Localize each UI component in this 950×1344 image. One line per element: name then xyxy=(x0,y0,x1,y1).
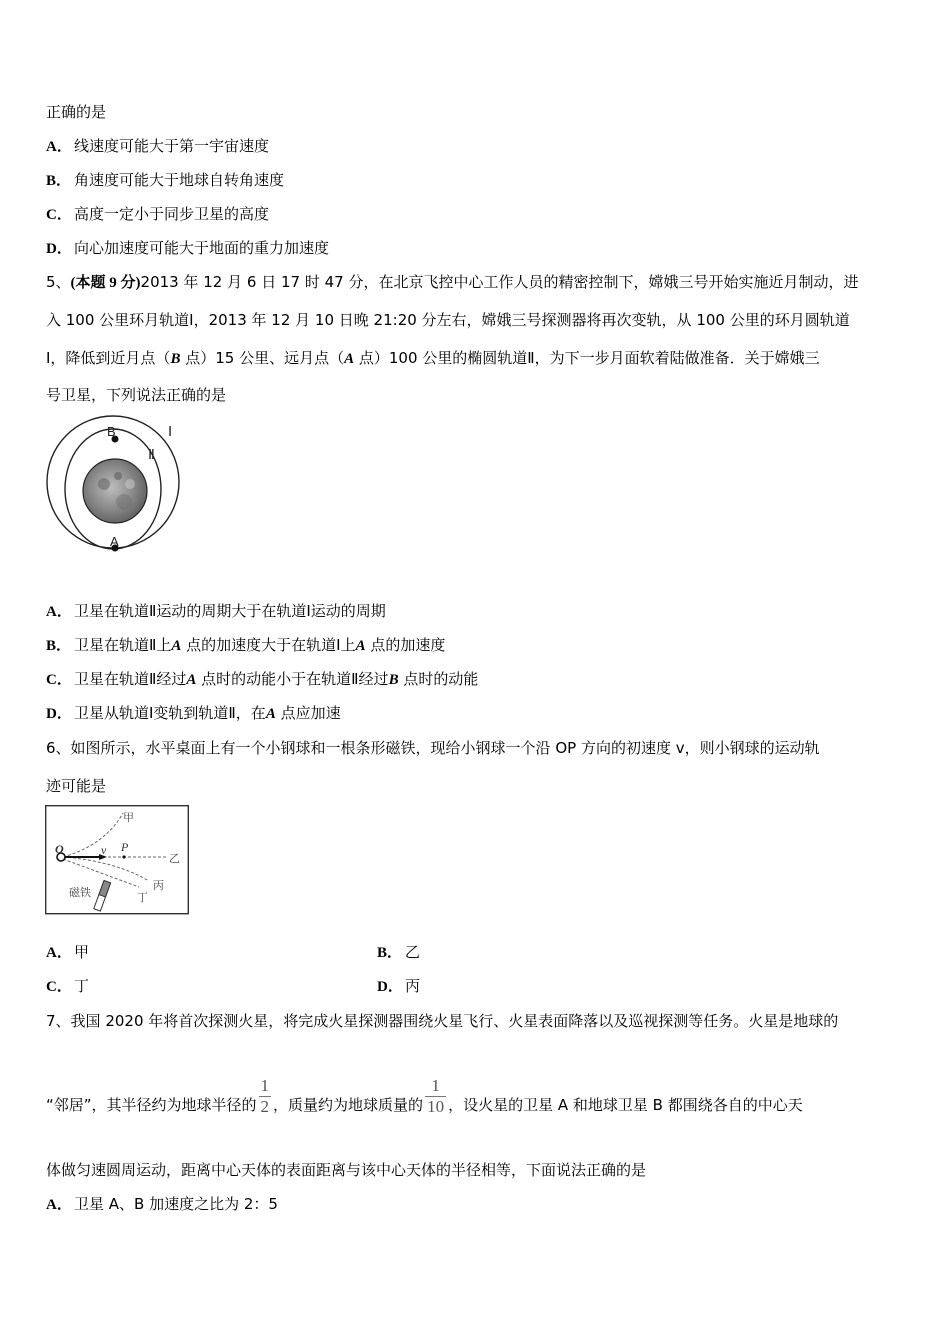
label-a: A xyxy=(110,534,119,549)
point-label: A xyxy=(355,638,366,654)
trajectory-diagram xyxy=(45,805,189,915)
option-text: 点的加速度 xyxy=(365,636,446,654)
moon-icon xyxy=(83,459,147,523)
option-text: 高度一定小于同步卫星的高度 xyxy=(74,205,270,223)
q5-option-b xyxy=(46,635,445,656)
q5-text: 2013 年 12 月 6 日 17 时 47 分，在北京飞控中心工作人员的精密控制下，嫦娥三号开始实施近月制动，进 xyxy=(140,273,859,291)
q6-option-b xyxy=(377,942,420,963)
label-orbit-1: Ⅰ xyxy=(168,425,173,440)
option-text: 点时的动能小于在轨道Ⅱ经过 xyxy=(196,670,389,688)
q4-option-c xyxy=(46,204,269,225)
label-ding: 丁 xyxy=(137,891,148,904)
q5-text: 点）15 公里、远月点（ xyxy=(180,349,345,367)
q7-line-3: 体做匀速圆周运动，距离中心天体的表面距离与该中心天体的半径相等，下面说法正确的是 xyxy=(46,1161,647,1179)
option-label: A． xyxy=(46,139,72,155)
option-label: C． xyxy=(46,207,72,223)
option-text: 丁 xyxy=(74,977,90,995)
q7-option-a xyxy=(46,1194,278,1215)
label-o: O xyxy=(55,842,64,856)
q6-text: 如图所示，水平桌面上有一个小钢球和一根条形磁铁，现给小钢球一个沿 OP 方向的初速度 v，则小钢球的运动轨 xyxy=(70,739,820,757)
point-label: A xyxy=(265,706,276,722)
option-text: 丙 xyxy=(405,977,421,995)
point-b-label: B xyxy=(170,351,181,367)
q7-text: ，质量约为地球质量的 xyxy=(273,1095,424,1114)
fraction-radius: $\frac{1}{2}$ xyxy=(260,1076,270,1116)
point-label: A xyxy=(171,638,182,654)
question-number: 6、 xyxy=(46,739,71,757)
q5-text: Ⅰ，降低到近月点（ xyxy=(46,349,171,367)
label-bing: 丙 xyxy=(153,879,164,892)
option-text: 角速度可能大于地球自转角速度 xyxy=(74,171,285,189)
label-orbit-2: Ⅱ xyxy=(148,448,155,463)
q5-line-3 xyxy=(46,348,820,369)
fraction-mass: $\frac{1}{10}$ xyxy=(427,1076,445,1116)
q5-line-2: 入 100 公里环月轨道Ⅰ，2013 年 12 月 10 日晚 21:20 分左右，嫦娥三号探测器将再次变轨，从 100 公里的环月圆轨道 xyxy=(46,311,850,329)
option-label: D． xyxy=(46,241,72,257)
q6-line-2: 迹可能是 xyxy=(46,777,107,795)
q7-text: 我国 2020 年将首次探测火星，将完成火星探测器围绕火星飞行、火星表面降落以及巡视探测等任务。火星是地球的 xyxy=(70,1012,839,1030)
lunar-orbit-figure xyxy=(44,414,186,554)
option-label: A． xyxy=(46,945,72,961)
q6-option-d xyxy=(377,976,420,997)
option-text: 甲 xyxy=(74,943,90,961)
option-text: 卫星在轨道Ⅱ运动的周期大于在轨道Ⅰ运动的周期 xyxy=(74,602,386,620)
option-label: B． xyxy=(46,638,72,654)
q5-line-4: 号卫星，下列说法正确的是 xyxy=(46,386,227,404)
orbit-diagram xyxy=(44,414,186,554)
option-text: 卫星在轨道Ⅱ经过 xyxy=(74,670,187,688)
option-label: C． xyxy=(46,672,72,688)
point-label: A xyxy=(186,672,197,688)
q5-option-d xyxy=(46,703,341,724)
q5-text: 点）100 公里的椭圆轨道Ⅱ，为下一步月面软着陆做准备．关于嫦娥三 xyxy=(354,349,820,367)
point-label: B xyxy=(388,672,399,688)
q5-option-c xyxy=(46,669,478,690)
label-magnet: 磁铁 xyxy=(69,886,91,899)
q7-text: ，设火星的卫星 A 和地球卫星 B 都围绕各自的中心天 xyxy=(448,1095,803,1114)
option-text: 向心加速度可能大于地面的重力加速度 xyxy=(74,239,330,257)
q5-line-1 xyxy=(46,272,858,293)
option-label: B． xyxy=(46,173,72,189)
option-text: 点时的动能 xyxy=(398,670,479,688)
option-label: B． xyxy=(377,945,403,961)
option-text: 卫星在轨道Ⅱ上 xyxy=(74,636,172,654)
q4-stem-end: 正确的是 xyxy=(46,103,107,121)
option-text: 卫星从轨道Ⅰ变轨到轨道Ⅱ，在 xyxy=(74,704,266,722)
q6-line-1 xyxy=(46,738,820,758)
label-yi: 乙 xyxy=(169,852,180,865)
q7-line-1 xyxy=(46,1011,838,1031)
question-number: 7、 xyxy=(46,1012,71,1030)
point-p-dot xyxy=(122,855,125,858)
option-label: A． xyxy=(46,1197,72,1213)
q6-option-c xyxy=(46,976,89,997)
option-label: D． xyxy=(46,706,72,722)
q7-line-2 xyxy=(46,1076,803,1117)
q6-option-a xyxy=(46,942,89,963)
q5-option-a xyxy=(46,601,386,622)
option-text: 点应加速 xyxy=(275,704,341,722)
question-score: (本题 9 分) xyxy=(70,275,141,291)
label-jia: 甲 xyxy=(123,811,134,824)
option-text: 线速度可能大于第一宇宙速度 xyxy=(74,137,270,155)
option-text: 卫星 A、B 加速度之比为 2：5 xyxy=(74,1195,278,1213)
q4-option-a xyxy=(46,136,269,157)
question-number: 5、 xyxy=(46,273,71,291)
option-label: D． xyxy=(377,979,403,995)
option-text: 乙 xyxy=(405,943,421,961)
q7-text: “邻居”，其半径约为地球半径的 xyxy=(46,1095,257,1114)
option-text: 点的加速度大于在轨道Ⅰ上 xyxy=(181,636,356,654)
option-label: C． xyxy=(46,979,72,995)
label-b: B xyxy=(107,424,116,439)
q4-option-b xyxy=(46,170,284,191)
q4-option-d xyxy=(46,238,329,259)
label-v: v xyxy=(101,843,107,857)
magnet-trajectory-figure xyxy=(45,805,189,915)
point-a-label: A xyxy=(344,351,355,367)
label-p: P xyxy=(121,840,129,854)
option-label: A． xyxy=(46,604,72,620)
